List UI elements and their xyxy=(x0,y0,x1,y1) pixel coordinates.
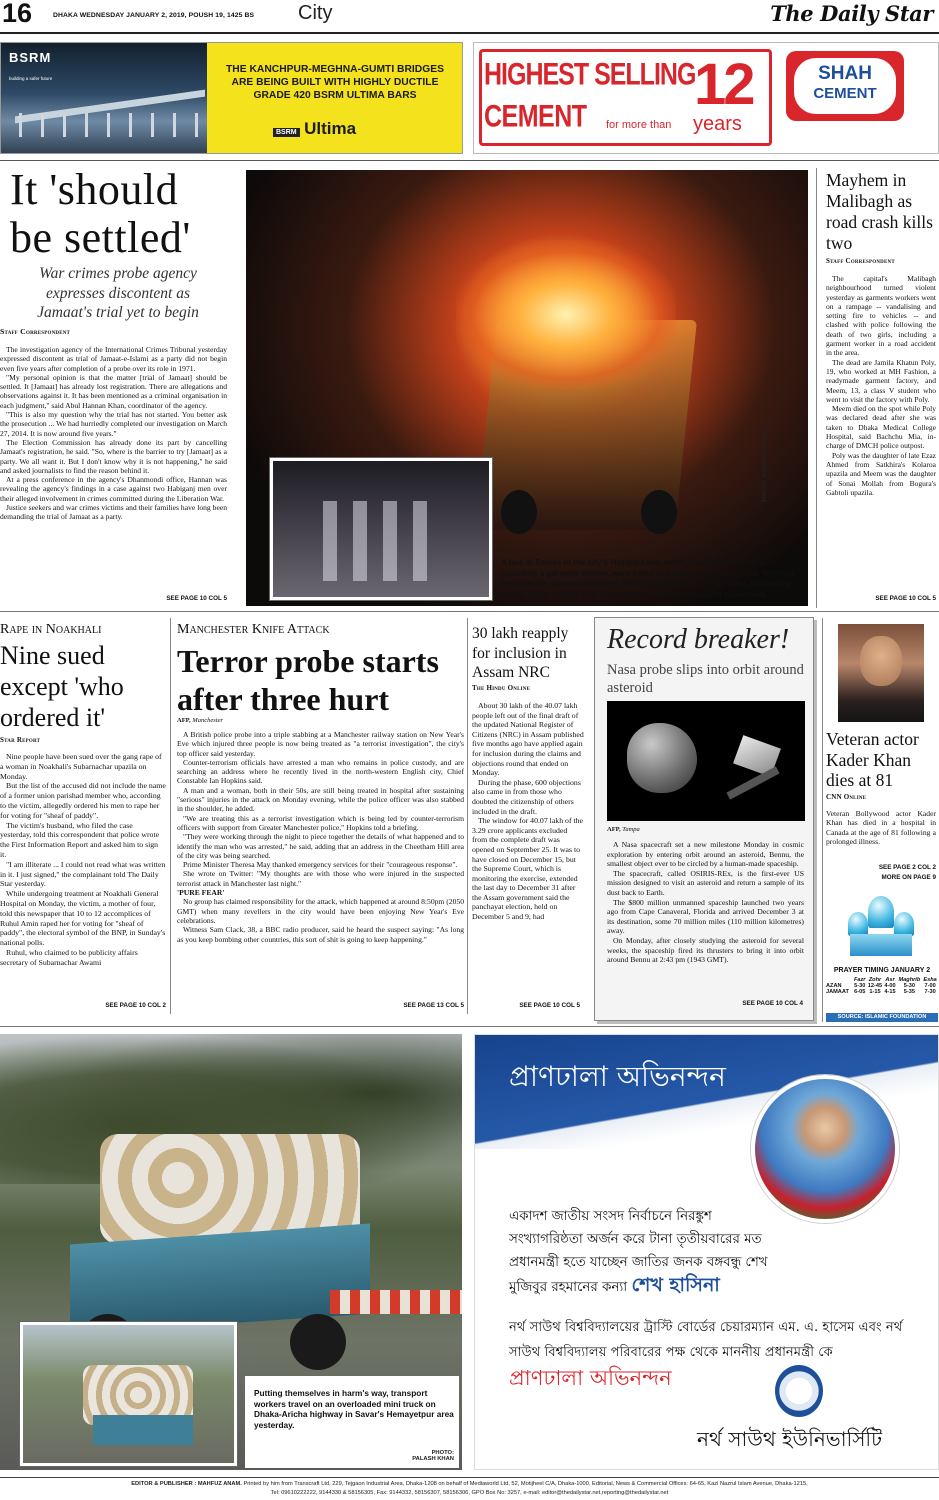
manchester-paragraph: "They were working through the night to piece together the details of what happened and to identify the man who was arrested," he said, adding that an address in the Cheetham Hill area of the city was being searched. xyxy=(177,832,464,860)
bsrm-tagline: building a safer future xyxy=(9,76,53,81)
main-photo-caption xyxy=(501,558,805,600)
kader-body: Veteran Bollywood actor Kader Khan has died in a hospital in Canada at the age of 81 following a prolonged illness. xyxy=(826,809,936,847)
malibagh-see-page[interactable]: SEE PAGE 10 COL 5 xyxy=(875,595,936,602)
nasa-agency: AFP, xyxy=(607,826,621,833)
assam-paragraph: The window for 40.07 lakh of the 3.29 crore applicants excluded from the complete draft was opened on September 25. It was to have closed on December 15, but the Supreme Court, which is monitoring the exercise, extended the last day to December 31 after the Assam government said the panchayat election, held on December 5 and 9, had xyxy=(472,816,584,922)
shah-years: years xyxy=(693,113,742,135)
page-number: 16 xyxy=(2,0,33,28)
noakhali-paragraph: While undergoing treatment at Noakhali General Hospital on Monday, the victim, a mother of four, told this newspaper that 10 to 12 accomplices of Ruhul Amin raped her for voting for "sheaf of paddy", the electoral symbol of the BNP, in Sunday's national polls. xyxy=(0,889,166,948)
nasa-paragraph: The spacecraft, called OSIRIS-REx, is the first-ever US mission designed to visit an asteroid and return a sample of its dust back to Earth. xyxy=(607,868,804,897)
prayer-cell: 7-30 xyxy=(924,989,936,995)
prayer-col: Maghrib xyxy=(898,977,921,983)
column-divider xyxy=(467,618,468,1014)
kader-headline: Veteran actor Kader Khan dies at 81 xyxy=(826,729,919,790)
column-divider xyxy=(822,618,823,1022)
prayer-cell: 6-05 xyxy=(854,989,866,995)
manchester-subhead: 'PURE FEAR' xyxy=(177,888,225,898)
noakhali-kicker: Rape in Noakhali xyxy=(0,622,102,637)
truck-credit-label: PHOTO: xyxy=(431,1450,454,1456)
noakhali-paragraph: But the list of the accused did not include the name of a former union parishad member who, according to the victim, allegedly ordered his men to rape her for voting for "sheaf of paddy". xyxy=(0,781,166,820)
dome xyxy=(894,912,914,936)
bridge-pillars xyxy=(19,113,199,137)
footer-address: Printed by him from Transcraft Ltd, 229, Tejgaon Industrial Area, Dhaka-1208 on behalf of Mediaworld Ltd, 52, Motijheel C/A, Dhaka-1000. Editorial, News & Commercial Offices: 64-65, Kazi Nazrul Islam Avenue, Dhaka-1215, xyxy=(243,1481,808,1487)
noakhali-byline: Star Report xyxy=(0,736,41,744)
kader-more[interactable]: MORE ON PAGE 9 xyxy=(881,874,936,881)
nasa-see-page[interactable]: SEE PAGE 10 COL 4 xyxy=(742,1000,803,1007)
nsu-crest-icon xyxy=(775,1365,823,1417)
road-barrier xyxy=(330,1290,462,1314)
shah-for-more: for more than xyxy=(606,119,672,131)
truck-inset-photo xyxy=(20,1322,237,1466)
prayer-col: Esha xyxy=(923,977,937,983)
flames xyxy=(456,240,676,390)
manchester-byline xyxy=(177,717,223,724)
nasa-paragraph: On Monday, after closely studying the asteroid for several weeks, the spaceship fired its thrusters to bring it into orbit around Bennu at 2:43 pm (1943 GMT). xyxy=(607,935,804,965)
column-divider xyxy=(170,618,171,1014)
nsu-ad[interactable] xyxy=(474,1034,939,1470)
caption-main: A bus in flames in the city's Hazipara last night, hours after two girls, including a garment worker, were killed in a road crash in the area. Workers from nearby garment factories vandalised vehicles on the road, disrupting traffic. xyxy=(501,558,795,599)
nsu-ad-title2: প্রাণঢালা অভিনন্দন xyxy=(509,1366,672,1390)
truck-credit-name: PALASH KHAN xyxy=(412,1456,454,1462)
noakhali-body xyxy=(0,752,166,968)
caption-inset-label: Inset, xyxy=(528,589,550,599)
manchester-body xyxy=(177,730,464,944)
nasa-byline xyxy=(607,826,640,833)
footer-line2: Tel: 09610222222, 9144330 & 58156305, Fax: 9144332, 58156307, 58156306, GPO Box No: 3257, e-mail: editor@thedailystar.net,reporting@thedailystar.net xyxy=(270,1490,669,1496)
lead-paragraph: At a press conference in the agency's Dhanmondi office, Hannan was revealing the agency's findings in a case against two Habiganj men over their alleged involvement in crimes committed during the Liberation War. xyxy=(0,475,227,503)
spacecraft-panel xyxy=(726,766,779,799)
main-photo-credit: PHOTO: AMRAN HOSSAIN xyxy=(762,428,768,502)
nsu-university-name: নর্থ সাউথ ইউনিভার্সিটি xyxy=(697,1427,883,1451)
kader-face xyxy=(860,636,902,686)
assam-byline: The Hindu Online xyxy=(472,684,531,692)
prayer-row xyxy=(826,989,938,995)
nsu-ad-body xyxy=(509,1205,789,1299)
shah-line2: CEMENT xyxy=(484,99,587,134)
masthead-rule xyxy=(0,32,939,34)
manchester-paragraph: A British police probe into a triple stabbing at a Manchester railway station on New Year's Eve which injured three people is now being treated as "a terrorist investigation", the city's top officer said yesterday. xyxy=(177,730,464,758)
shah-logo-inner xyxy=(794,58,896,114)
kader-photo xyxy=(838,624,924,722)
malibagh-paragraph: The capital's Malibagh neighbourhood turned violent yesterday as garments workers went on a rampage -- vandalising and setting fire to vehicles -- and clashed with police following the death of two girls, including a garment worker in a road accident in the area. xyxy=(826,274,936,358)
nasa-photo xyxy=(607,701,805,821)
shah-number: 12 xyxy=(694,52,753,117)
prayer-row-label: JAMAAT xyxy=(826,989,849,995)
malibagh-paragraph: The dead are Jamila Khatun Poly, 19, who worked at MH Fashion, a readymade garment factory, and Meem, 13, a class V student who went to visit the factory with Poly. xyxy=(826,357,936,404)
bus-wheel xyxy=(641,490,677,534)
bsrm-logo xyxy=(9,49,52,85)
footer-rule xyxy=(0,1477,939,1478)
asteroid xyxy=(627,723,697,793)
assam-headline: 30 lakh reapply for inclusion in Assam NRC xyxy=(472,625,569,681)
bsrm-ad[interactable] xyxy=(0,42,463,154)
dome xyxy=(848,912,868,936)
noakhali-headline: Nine sued except 'who ordered it' xyxy=(0,641,124,732)
manchester-paragraph: Prime Minister Theresa May thanked emergency services for their "courageous response". xyxy=(183,860,458,870)
manchester-paragraph: "We are treating this as a terrorist investigation which is being led by counter-terrorism officers with support from Greater Manchester police," Hopkins told a briefing. xyxy=(177,813,464,832)
nasa-headline: Record breaker! xyxy=(607,624,790,655)
caption-inset: people walk on a street as there is no traffic movement. xyxy=(551,589,768,599)
noakhali-paragraph: The victim's husband, who filed the case yesterday, told this correspondent that police wrote the First Information Report and asked him to sign it. xyxy=(0,820,160,859)
malibagh-headline: Mayhem in Malibagh as road crash kills two xyxy=(826,170,933,253)
prayer-col: Fazr xyxy=(853,977,866,983)
shah-cement-ad[interactable] xyxy=(473,42,939,154)
footer-line1 xyxy=(0,1481,939,1487)
bsrm-ultima-logo xyxy=(273,119,356,139)
manchester-paragraph: She wrote on Twitter: "My thoughts are with those who were injured in the suspected terrorist attack in Manchester last night." xyxy=(177,869,464,888)
column-divider xyxy=(816,168,817,608)
manchester-paragraph: A man and a woman, both in their 50s, are still being treated in hospital after sustaining "serious" injuries in the attack on Monday evening, while the police officer was also stabbed in the shoulder, he added. xyxy=(177,785,464,814)
manchester-paragraph: No group has claimed responsibility for the attack, which happened at around 8:50pm (2050 GMT) when many revellers in the city would have been enjoying New Year's Eve celebrations. xyxy=(177,897,464,925)
prayer-table xyxy=(826,977,938,995)
middle-rule xyxy=(0,611,939,612)
truck-wheel xyxy=(290,1314,346,1370)
kader-byline: CNN Online xyxy=(826,793,867,801)
manchester-see-page[interactable]: SEE PAGE 13 COL 5 xyxy=(403,1002,464,1009)
prayer-row-label: AZAN xyxy=(826,983,842,989)
manchester-paragraph: Counter-terrorism officials have arrested a man who remains in police custody, and are searching an address where he recently lived in the north-western English city, Chief Constable Ian Hopkins said. xyxy=(177,757,464,786)
truck-caption: Putting themselves in harm's way, transport workers travel on an overloaded mini truck on Dhaka-Aricha highway in Savar's Hemayetpur area yesterday. xyxy=(254,1388,454,1430)
noakhali-paragraph: Nine people have been sued over the gang rape of a woman in Noakhali's Subarnachar upazila on Monday. xyxy=(0,752,162,781)
nasa-subhead: Nasa probe slips into orbit around asteroid xyxy=(607,662,804,696)
dome xyxy=(868,896,894,928)
bsrm-brand: BSRM xyxy=(9,50,52,65)
bus-wheel xyxy=(501,490,537,534)
lead-paragraph: "My personal opinion is that the matter [trial of Jamaat] should be settled. It [Jamaat] has already lost registration. There are allegations and observations against it. It has been mentioned as a criminal organisation in each judgment," said Abul Hannan Khan, coordinator of the agency. xyxy=(0,372,227,410)
lead-paragraph: "This is also my question why the trial has not started. You better ask the prosecution ... We had hurriedly completed our investigation on March 27, 2014. It is now around five years." xyxy=(0,410,227,438)
lead-subhead: War crimes probe agency expresses discontent as Jamaat's trial yet to begin xyxy=(37,265,199,321)
prayer-cell: 12-45 xyxy=(867,983,883,989)
prayer-cell: 4-15 xyxy=(884,989,896,995)
prayer-cell: 1-15 xyxy=(869,989,881,995)
prayer-cell: 4-00 xyxy=(884,983,896,989)
lead-see-page[interactable]: SEE PAGE 10 COL 5 xyxy=(166,595,227,602)
shah-logo xyxy=(786,51,904,121)
lower-rule xyxy=(0,1026,939,1027)
nsu-ad-body2: নর্থ সাউথ বিশ্ববিদ্যালয়ের ট্রাস্টি বোর্ডের চেয়ারম্যান এম. এ. হাসেম এবং নর্থ সাউথ বিশ্ববিদ্যালয় পরিবারের পক্ষ থেকে মাননীয় প্রধানমন্ত্রী কে xyxy=(509,1320,903,1360)
prayer-col: Asr xyxy=(885,977,895,983)
manchester-kicker: Manchester Knife Attack xyxy=(177,622,330,637)
dateline: DHAKA WEDNESDAY JANUARY 2, 2019, POUSH 19, 1425 BS xyxy=(53,12,255,19)
prayer-col: Zohr xyxy=(868,977,882,983)
inset-photo xyxy=(270,458,492,600)
mosque-base xyxy=(850,934,912,956)
assam-see-page[interactable]: SEE PAGE 10 COL 5 xyxy=(519,1002,580,1009)
prayer-cell: 5-35 xyxy=(903,989,915,995)
lead-paragraph: Justice seekers and war crimes victims and their families have long been demanding the trial of Jamaat as a party. xyxy=(0,503,227,522)
bsrm-ad-headline: THE KANCHPUR-MEGHNA-GUMTI BRIDGES ARE BEING BUILT WITH HIGHLY DUCTILE GRADE 420 BSRM ULTIMA BARS xyxy=(226,64,444,101)
malibagh-paragraph: Meem died on the spot while Poly was declared dead after she was taken to Dhaka Medical College Hospital, said Bachchu Mia, in-charge of DMCH police outpost. xyxy=(826,404,936,451)
lead-paragraph: The investigation agency of the International Crimes Tribunal yesterday expressed discontent as trial of Jamaat-e-Islami as a party did not begin even five years after completion of a probe over its role in 1971. xyxy=(0,345,227,373)
bsrm-ad-photo xyxy=(1,43,207,154)
bsrm-ad-panel xyxy=(207,43,463,154)
malibagh-byline: Staff Correspondent xyxy=(826,257,895,265)
prayer-cell: 5-30 xyxy=(903,983,915,989)
truck-photo-credit xyxy=(380,1450,454,1462)
noakhali-see-page[interactable]: SEE PAGE 10 COL 2 xyxy=(105,1002,166,1009)
malibagh-body xyxy=(826,274,936,497)
prayer-source: SOURCE: ISLAMIC FOUNDATION xyxy=(826,1013,938,1022)
noakhali-paragraph: "I am illiterate ... I could not read what was written in it. I just signed," the complainant told The Daily Star yesterday. xyxy=(0,859,166,889)
nasa-box xyxy=(594,617,814,1021)
ads-rule xyxy=(0,160,939,161)
nasa-paragraph: A Nasa spacecraft set a new milestone Monday in cosmic exploration by entering orbit around an asteroid, Bennu, the smallest object ever to be circled by a human-made spaceship. xyxy=(607,840,804,869)
manchester-dateline: Manchester xyxy=(192,717,223,724)
nsu-ad-pm-name: শেখ হাসিনা xyxy=(631,1274,720,1296)
prayer-cell: 5-30 xyxy=(854,983,866,989)
ultima-product: Ultima xyxy=(304,119,357,138)
manchester-headline: Terror probe starts after three hurt xyxy=(177,643,439,717)
pm-portrait xyxy=(751,1075,899,1223)
noakhali-paragraph: Ruhul, who claimed to be publicity affairs secretary of Subarnachar Awami xyxy=(0,947,138,967)
lead-headline: It 'should be settled' xyxy=(10,165,191,262)
prayer-cell: 7-00 xyxy=(924,983,936,989)
nsu-ad-body-text: একাদশ জাতীয় সংসদ নির্বাচনে নিরঙ্কুশ সংখ্যাগরিষ্ঠতা অর্জন করে টানা তৃতীয়বারের মত প্রধানমন্ত্রী হতে যাচ্ছেন জাতির জনক বঙ্গবন্ধু শেখ মুজিবুর রহমানের কন্যা xyxy=(509,1209,768,1295)
newspaper-logo: The Daily Star xyxy=(770,1,933,26)
shah-logo-brand1: SHAH xyxy=(818,63,872,84)
manchester-agency: AFP, xyxy=(177,717,191,724)
assam-body xyxy=(472,701,584,922)
lead-paragraph: The Election Commission has already done its part by cancelling Jamaat's registration, he said. "So, where is the barrier to try [Jamaat] as a party. We all want it. But I don't know why it is not happening," he said and asked journalists to find the reason behind it. xyxy=(0,437,227,475)
ultima-prefix: BSRM xyxy=(273,128,300,137)
inset-truck-cab xyxy=(93,1415,193,1445)
kader-see-page[interactable]: SEE PAGE 2 COL 2 xyxy=(878,864,936,871)
assam-paragraph: About 30 lakh of the 40.07 lakh people left out of the final draft of the updated National Register of Citizens (NRC) in Assam published five months ago have applied again for inclusion during the claims and objections round that ended on Monday. xyxy=(472,701,584,778)
footer-editor: EDITOR & PUBLISHER : MAHFUZ ANAM. xyxy=(131,1481,242,1487)
section-name: City xyxy=(298,2,333,24)
nasa-body xyxy=(607,840,804,965)
malibagh-paragraph: Poly was the daughter of late Ezaz Ahmed from Satkhira's Kolaroa upazila and Meem was the daughter of Sonai Mollah from Bogura's Gabtoli upazila. xyxy=(826,450,936,497)
nsu-ad-title: প্রাণঢালা অভিনন্দন xyxy=(509,1060,726,1093)
nasa-dateline: Tampa xyxy=(622,826,640,833)
mosque-icon xyxy=(848,890,914,960)
prayer-title: PRAYER TIMING JANUARY 2 xyxy=(833,967,931,974)
lead-body xyxy=(0,345,227,522)
inset-people xyxy=(323,501,443,581)
nasa-paragraph: The $800 million unmanned spaceship launched two years ago from Cape Canaveral, Florida and arrived December 3 at its destination, some 70 million miles (110 million kilometres) away. xyxy=(607,897,804,936)
assam-paragraph: During the phase, 600 objections also came in from those who doubted the citizenship of others included in the draft. xyxy=(472,777,581,816)
shah-logo-brand2: CEMENT xyxy=(813,85,877,102)
shah-line1: HIGHEST SELLING xyxy=(484,57,696,92)
manchester-paragraph: Witness Sam Clack, 38, a BBC radio producer, said he heard the suspect saying: "As long as you keep bombing other countries, this sort of shit is going to keep happening." xyxy=(177,925,464,944)
lead-byline: Staff Correspondent xyxy=(0,327,71,336)
